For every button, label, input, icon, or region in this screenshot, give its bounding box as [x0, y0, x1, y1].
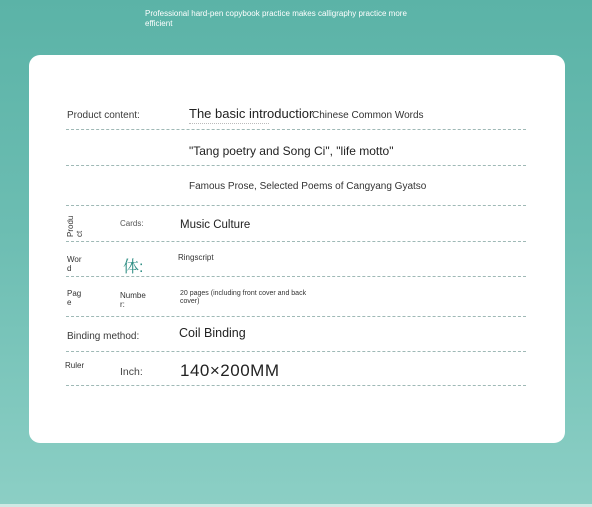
- binding-value: Coil Binding: [179, 326, 246, 340]
- word-label: Word: [67, 255, 82, 273]
- row-divider: [66, 351, 526, 352]
- row-divider: [66, 165, 526, 166]
- ruler-label: Ruler: [65, 361, 85, 370]
- binding-label: Binding method:: [67, 331, 140, 342]
- content-value-b: Chinese Common Words: [312, 110, 424, 121]
- font-glyph: 体:: [123, 259, 144, 276]
- content-value-a: The basic introductior: [189, 106, 314, 121]
- page-label: Page: [67, 289, 82, 307]
- number-label: Number:: [120, 291, 146, 309]
- spec-card: [29, 55, 565, 443]
- row-divider: [66, 276, 526, 277]
- row-divider: [66, 385, 526, 386]
- content-line-3: Famous Prose, Selected Poems of Cangyang Gyatso: [189, 181, 427, 192]
- row-divider: [66, 205, 526, 206]
- content-line-2: "Tang poetry and Song Ci", "life motto": [189, 144, 394, 158]
- pages-value: 20 pages (including front cover and back cover): [180, 290, 307, 305]
- product-label: Product: [66, 215, 84, 237]
- hidden-text-fragment: [189, 123, 269, 126]
- cards-value: Music Culture: [180, 219, 251, 231]
- cards-label: Cards:: [120, 219, 144, 228]
- inch-label: Inch:: [120, 366, 143, 378]
- content-label: Product content:: [67, 110, 140, 121]
- row-divider: [66, 129, 526, 130]
- size-value: 140×200MM: [180, 361, 280, 380]
- row-divider: [66, 241, 526, 242]
- font-value: Ringscript: [178, 253, 214, 262]
- row-divider: [66, 316, 526, 317]
- header-tagline: Professional hard-pen copybook practice makes calligraphy practice more efficient: [145, 9, 407, 28]
